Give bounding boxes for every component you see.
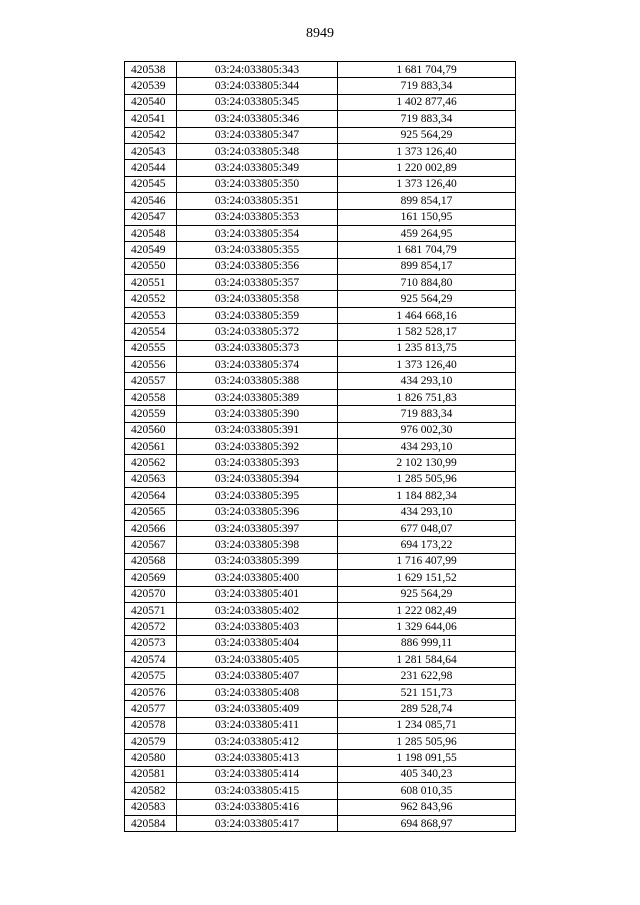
value-cell: 161 150,95 [338,209,516,225]
table-row [125,258,516,274]
cadastral-number-cell: 03:24:033805:401 [177,586,338,602]
cadastral-number-cell: 03:24:033805:413 [177,750,338,766]
cadastral-number-cell: 03:24:033805:356 [177,258,338,274]
table-row [125,176,516,192]
value-cell: 1 184 882,34 [338,488,516,504]
cadastral-number-cell: 03:24:033805:412 [177,734,338,750]
records-table [124,61,516,832]
value-cell: 1 281 584,64 [338,652,516,668]
cadastral-number-cell: 03:24:033805:395 [177,488,338,504]
cadastral-number-cell: 03:24:033805:414 [177,766,338,782]
cadastral-number-cell: 03:24:033805:355 [177,242,338,258]
row-number-cell: 420565 [125,504,177,520]
cadastral-number-cell: 03:24:033805:397 [177,520,338,536]
value-cell: 1 716 407,99 [338,553,516,569]
value-cell: 694 173,22 [338,537,516,553]
row-number-cell: 420562 [125,455,177,471]
row-number-cell: 420549 [125,242,177,258]
value-cell: 434 293,10 [338,438,516,454]
row-number-cell: 420572 [125,619,177,635]
value-cell: 1 329 644,06 [338,619,516,635]
row-number-cell: 420551 [125,275,177,291]
table-row [125,701,516,717]
value-cell: 1 402 877,46 [338,94,516,110]
cadastral-number-cell: 03:24:033805:353 [177,209,338,225]
cadastral-number-cell: 03:24:033805:349 [177,160,338,176]
value-cell: 1 285 505,96 [338,471,516,487]
table-row [125,750,516,766]
value-cell: 899 854,17 [338,193,516,209]
row-number-cell: 420541 [125,111,177,127]
cadastral-number-cell: 03:24:033805:407 [177,668,338,684]
table-row [125,373,516,389]
cadastral-number-cell: 03:24:033805:405 [177,652,338,668]
value-cell: 1 373 126,40 [338,176,516,192]
row-number-cell: 420582 [125,783,177,799]
table-row [125,111,516,127]
table-row [125,570,516,586]
table-row [125,242,516,258]
table-row [125,586,516,602]
table-row [125,520,516,536]
row-number-cell: 420580 [125,750,177,766]
row-number-cell: 420561 [125,438,177,454]
table-row [125,717,516,733]
value-cell: 1 285 505,96 [338,734,516,750]
value-cell: 1 629 151,52 [338,570,516,586]
cadastral-number-cell: 03:24:033805:359 [177,307,338,323]
table-row [125,455,516,471]
table-row [125,504,516,520]
row-number-cell: 420546 [125,193,177,209]
cadastral-number-cell: 03:24:033805:354 [177,225,338,241]
cadastral-number-cell: 03:24:033805:404 [177,635,338,651]
table-row [125,291,516,307]
table-row [125,94,516,110]
value-cell: 899 854,17 [338,258,516,274]
table-row [125,78,516,94]
cadastral-number-cell: 03:24:033805:391 [177,422,338,438]
row-number-cell: 420583 [125,799,177,815]
value-cell: 459 264,95 [338,225,516,241]
value-cell: 1 373 126,40 [338,143,516,159]
row-number-cell: 420569 [125,570,177,586]
cadastral-number-cell: 03:24:033805:373 [177,340,338,356]
value-cell: 1 464 668,16 [338,307,516,323]
cadastral-number-cell: 03:24:033805:345 [177,94,338,110]
table-row [125,62,516,78]
table-row [125,193,516,209]
value-cell: 694 868,97 [338,815,516,831]
table-row [125,537,516,553]
value-cell: 677 048,07 [338,520,516,536]
value-cell: 1 198 091,55 [338,750,516,766]
table-row [125,488,516,504]
cadastral-number-cell: 03:24:033805:374 [177,357,338,373]
table-row [125,668,516,684]
row-number-cell: 420575 [125,668,177,684]
table-row [125,406,516,422]
value-cell: 925 564,29 [338,127,516,143]
cadastral-number-cell: 03:24:033805:398 [177,537,338,553]
row-number-cell: 420566 [125,520,177,536]
cadastral-number-cell: 03:24:033805:416 [177,799,338,815]
value-cell: 1 681 704,79 [338,62,516,78]
table-row [125,127,516,143]
table-row [125,602,516,618]
table-row [125,635,516,651]
value-cell: 2 102 130,99 [338,455,516,471]
row-number-cell: 420573 [125,635,177,651]
cadastral-number-cell: 03:24:033805:396 [177,504,338,520]
value-cell: 719 883,34 [338,111,516,127]
table-row [125,340,516,356]
value-cell: 976 002,30 [338,422,516,438]
row-number-cell: 420570 [125,586,177,602]
table-row [125,357,516,373]
row-number-cell: 420558 [125,389,177,405]
value-cell: 886 999,11 [338,635,516,651]
row-number-cell: 420554 [125,324,177,340]
row-number-cell: 420544 [125,160,177,176]
table-row [125,684,516,700]
table-row [125,160,516,176]
cadastral-number-cell: 03:24:033805:408 [177,684,338,700]
value-cell: 1 373 126,40 [338,357,516,373]
cadastral-number-cell: 03:24:033805:350 [177,176,338,192]
cadastral-number-cell: 03:24:033805:393 [177,455,338,471]
row-number-cell: 420543 [125,143,177,159]
row-number-cell: 420550 [125,258,177,274]
value-cell: 1 826 751,83 [338,389,516,405]
cadastral-number-cell: 03:24:033805:390 [177,406,338,422]
row-number-cell: 420574 [125,652,177,668]
row-number-cell: 420581 [125,766,177,782]
row-number-cell: 420559 [125,406,177,422]
table-row [125,783,516,799]
cadastral-number-cell: 03:24:033805:409 [177,701,338,717]
value-cell: 434 293,10 [338,373,516,389]
cadastral-number-cell: 03:24:033805:402 [177,602,338,618]
row-number-cell: 420545 [125,176,177,192]
cadastral-number-cell: 03:24:033805:411 [177,717,338,733]
value-cell: 608 010,35 [338,783,516,799]
value-cell: 719 883,34 [338,406,516,422]
cadastral-number-cell: 03:24:033805:403 [177,619,338,635]
value-cell: 289 528,74 [338,701,516,717]
table-row [125,815,516,831]
value-cell: 231 622,98 [338,668,516,684]
table-row [125,766,516,782]
cadastral-number-cell: 03:24:033805:400 [177,570,338,586]
cadastral-number-cell: 03:24:033805:358 [177,291,338,307]
table-row [125,324,516,340]
cadastral-number-cell: 03:24:033805:344 [177,78,338,94]
cadastral-number-cell: 03:24:033805:388 [177,373,338,389]
value-cell: 962 843,96 [338,799,516,815]
cadastral-number-cell: 03:24:033805:343 [177,62,338,78]
cadastral-number-cell: 03:24:033805:357 [177,275,338,291]
cadastral-number-cell: 03:24:033805:417 [177,815,338,831]
cadastral-number-cell: 03:24:033805:389 [177,389,338,405]
row-number-cell: 420556 [125,357,177,373]
value-cell: 1 220 002,89 [338,160,516,176]
page-number: 8949 [306,26,334,41]
value-cell: 719 883,34 [338,78,516,94]
row-number-cell: 420567 [125,537,177,553]
table-row [125,143,516,159]
table-row [125,422,516,438]
value-cell: 1 235 813,75 [338,340,516,356]
cadastral-number-cell: 03:24:033805:415 [177,783,338,799]
row-number-cell: 420553 [125,307,177,323]
row-number-cell: 420568 [125,553,177,569]
row-number-cell: 420577 [125,701,177,717]
row-number-cell: 420578 [125,717,177,733]
cadastral-number-cell: 03:24:033805:348 [177,143,338,159]
cadastral-number-cell: 03:24:033805:351 [177,193,338,209]
value-cell: 521 151,73 [338,684,516,700]
row-number-cell: 420557 [125,373,177,389]
row-number-cell: 420539 [125,78,177,94]
row-number-cell: 420560 [125,422,177,438]
row-number-cell: 420584 [125,815,177,831]
value-cell: 405 340,23 [338,766,516,782]
cadastral-number-cell: 03:24:033805:399 [177,553,338,569]
cadastral-number-cell: 03:24:033805:372 [177,324,338,340]
records-table-body [125,62,516,832]
row-number-cell: 420538 [125,62,177,78]
value-cell: 1 234 085,71 [338,717,516,733]
row-number-cell: 420552 [125,291,177,307]
cadastral-number-cell: 03:24:033805:347 [177,127,338,143]
table-row [125,799,516,815]
table-row [125,734,516,750]
row-number-cell: 420548 [125,225,177,241]
value-cell: 1 681 704,79 [338,242,516,258]
table-row [125,553,516,569]
table-row [125,471,516,487]
row-number-cell: 420555 [125,340,177,356]
table-row [125,652,516,668]
cadastral-number-cell: 03:24:033805:346 [177,111,338,127]
row-number-cell: 420579 [125,734,177,750]
row-number-cell: 420564 [125,488,177,504]
table-row [125,275,516,291]
cadastral-number-cell: 03:24:033805:394 [177,471,338,487]
table-row [125,209,516,225]
value-cell: 925 564,29 [338,291,516,307]
row-number-cell: 420547 [125,209,177,225]
value-cell: 1 222 082,49 [338,602,516,618]
table-row [125,438,516,454]
value-cell: 434 293,10 [338,504,516,520]
table-row [125,225,516,241]
row-number-cell: 420540 [125,94,177,110]
cadastral-number-cell: 03:24:033805:392 [177,438,338,454]
row-number-cell: 420542 [125,127,177,143]
value-cell: 710 884,80 [338,275,516,291]
row-number-cell: 420571 [125,602,177,618]
row-number-cell: 420576 [125,684,177,700]
table-row [125,389,516,405]
value-cell: 1 582 528,17 [338,324,516,340]
table-row [125,307,516,323]
table-row [125,619,516,635]
row-number-cell: 420563 [125,471,177,487]
value-cell: 925 564,29 [338,586,516,602]
